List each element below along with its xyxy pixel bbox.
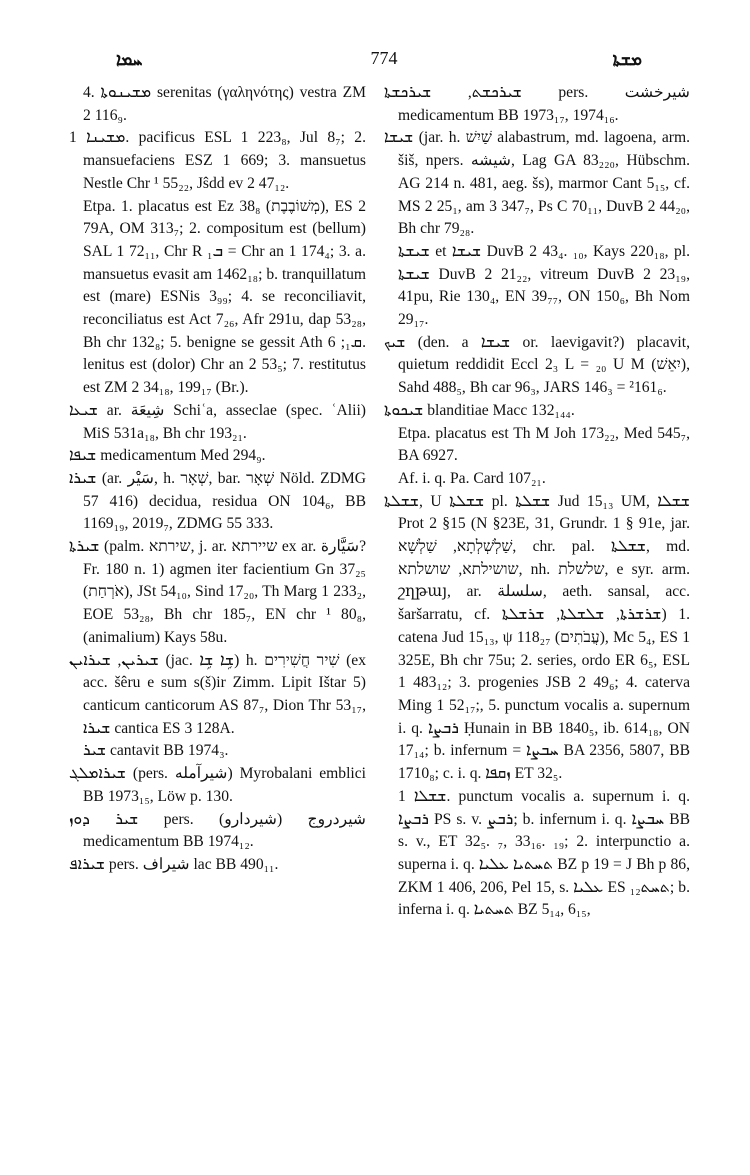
dictionary-entry: ܫܫܠܐ 1. punctum vocalis a. supernum i. q. ܪܒܨܐ PS s. v. ܪܒܨ; b. infernum i. q. ܚܒܨܐ BB s. v., ET 32₅. ₇, 33₁₆. ₁₉; 2. interpunctio a. superna i. q. ܬܚܬܝܐ ܥܠܝܐ BZ p 19 = J Bh p 86, ZKM 1 406, 206, Pel 15, s. ܥܠܝܐ ES ܬܚܬ₁₂; b. inferna i. q. ܬܚܬܝܐ BZ 5₁₄, 6₁₅, (398, 787, 690, 919)
running-head-left: ܚܡܐ (116, 50, 143, 69)
left-column (69, 82, 366, 877)
dictionary-entry: ܡܫܝܢܐ 1. pacificus ESL 1 223₈, Jul 8₇; 2. mansuefaciens ESZ 1 669; 3. mansuetus Nestle Chr ¹ 55₂₂, Jŝdd ev 2 47₁₂. (69, 129, 366, 192)
dictionary-entry: ܫܝܦܐ medicamentum Med 294₉. (69, 447, 266, 465)
dictionary-entry: ܫܝܪܐܡܠܓ (pers. شیرآمله) Myrobalani emblici BB 1973₁₅, Löw p. 130. (69, 765, 367, 805)
dictionary-entry: Af. i. q. Pa. Card 107₂₁. (398, 469, 546, 487)
dictionary-entry: ܫܝܪܐ (ar. سَيْر, h. שְׁאָר, bar. שְׁאָר Nöld. ZDMG 57 416) decidua, residua ON 104₆, BB 1169₁₉, 2019₇, ZDMG 55 333. (69, 469, 366, 533)
dictionary-entry: ܫܝܪܝܢ, ܫܝܪܐܝܢ (jac. ܫܹܐ ܫܹܐ) h. שִׁיר חֲשִׁירִים (ex acc. šêru e sum s(š)ir Zimm. Lipit Ištar 5) canticum canticorum AS 87₇, Dion Thr 53₁₇, ܫܝܪܐ cantica ES 3 128A. (69, 651, 367, 737)
dictionary-entry: ܫܝܟ (den. a ܫܝܫܐ or. laevigavit?) placavit, quietum reddidit Eccl 2₃ L = ₂₀ U M (יִאֵשׁ), Sahd 488₅, Bh car 96₃, JARS 146₃ = ²161₆. (384, 333, 690, 397)
dictionary-entry: ܫܝܪܟܫܬ, ܫܝܪܟܫܬܐ pers. شیرخشت medicamentum BB 1973₁₇, 1974₁₆. (384, 84, 690, 124)
dictionary-entry: ܫܝܪܐܦ pers. شیراف lac BB 490₁₁. (69, 855, 279, 873)
dictionary-entry: ܫܝܫܬܐ et ܫܝܫܐ DuvB 2 43₄. ₁₀, Kays 220₁₈, pl. ܫܝܫܬܐ DuvB 2 21₂₂, vitreum DuvB 2 23₁₉, 41pu, Rie 130₄, EN 39₇₇, ON 150₆, Bh Nom 29₁₇. (398, 242, 690, 329)
dictionary-entry: ܫܝܪܬܐ (palm. שירתא, j. ar. שיירתא ex ar. سَيَّارة? Fr. 180 n. 1) agmen iter facientium Gn 37₂₅ (אֹרְחַת), JSt 54₁₀, Sind 17₂₀, Th Marg 1 233₂, EOE 53₂₈, Bh chr 185₇, EN chr ¹ 80₈, (animalium) Kays 58u. (69, 538, 366, 646)
dictionary-entry: ܫܝܫܐ (jar. h. שַׁיִשׁ alabastrum, md. lagoena, arm. šiš, npers. شیشه, Lag GA 83₂₂₀, Hübschm. AG 214 n. 481, aeg. šs), marmor Cant 5₁₅, cf. MS 2 25₁, am 3 347₇, Ps C 70₁₁, DuvB 2 44₂₀, Bh chr 79₂₈. (384, 129, 690, 238)
dictionary-entry: Etpa. placatus est Th M Joh 173₂₂, Med 545₇, BA 6927. (398, 424, 690, 465)
running-head-right: ܡܫܬܐ (612, 50, 642, 69)
dictionary-entry: 4. ܡܫܝܢܘܬܐ serenitas (γαληνότης) vestra ZM 2 116₉. (83, 84, 366, 124)
dictionary-entry: ܫܝܟܘܬܐ blanditiae Macc 132₁₄₄. (384, 401, 575, 419)
dictionary-entry: ܫܝܪ ܕܘܙ pers. (شیردارو) شیردروج medicamentum BB 1974₁₂. (69, 810, 366, 851)
page-number: 774 (370, 48, 398, 68)
dictionary-entry: ܫܝܥܐ ar. شِيعَة Schiʿa, asseclae (spec. ʿAlii) MiS 531a₁₈, Bh chr 193₂₁. (69, 401, 366, 442)
dictionary-entry: Etpa. 1. placatus est Ez 38₈ (מְשׁוֹבֶבֶת), ES 2 79A, OM 313₇; 2. compositum est (bellum) SAL 1 72₁₁, Chr R ܒ₁ = Chr an 1 174₄; 3. a. mansuetus evasit am 1462₁₈; b. tranquillatum est (mare) ESNis 3₉₉; 4. se reconciliavit, reconciliatus est Act 7₂₆, Afr 291u, dap 53₂₈, Bh chr 132₈; 5. benigne se gessit Ath ܩ₁; 6. lenitus est (dolor) Chr an 2 53₅; 7. restitutus est ZM 2 34₁₈, 199₁₇ (Br.). (83, 197, 366, 397)
dictionary-entry: ܫܝܪ cantavit BB 1974₃. (83, 742, 229, 760)
page-header (78, 48, 690, 74)
dictionary-entry: ܫܫܠܬܐ, U ܫܫܠܬܐ pl. ܫܫܠܬܐ Jud 15₁₃ UM, ܫܫܠܐ Prot 2 §15 (N §23E, 31, Grundr. 1 § 91e, jar. שַׁלְשְׁלְתָא, שַׁלְשָׁא, chr. pal. ܫܫܠܬܐ, md. שושילתא, שושלתא, nh. שלשלת, e syr. arm. շղթայ, ar. سلسلة, aeth. sansal, acc. šaršarratu, cf. ܫܪܫܪܬܐ, ܫܠܫܠܬܐ, ܫܪܫܠܬܐ) 1. catena Jud 15₁₃, ψ 118₂₇ (עֲבֹתִים), Mc 5₄, ES 1 325E, Bh chr 75u; 2. series, ordo ER 6₅, ESL 1 483₁₂; 3. progenies JSB 2 49₆; 4. caterva Ming 1 52₁₇;, 5. punctum vocalis a. supernum i. q. ܪܒܨܐ Ḥunain in BB 1840₅, ib. 614₁₈, ON 17₁₄; b. infernum = ܚܒܨܐ BA 2356, 5807, BB 1710₈; c. i. q. ܙܩܦܐ ET 32₅. (384, 492, 691, 783)
right-column (384, 82, 690, 922)
